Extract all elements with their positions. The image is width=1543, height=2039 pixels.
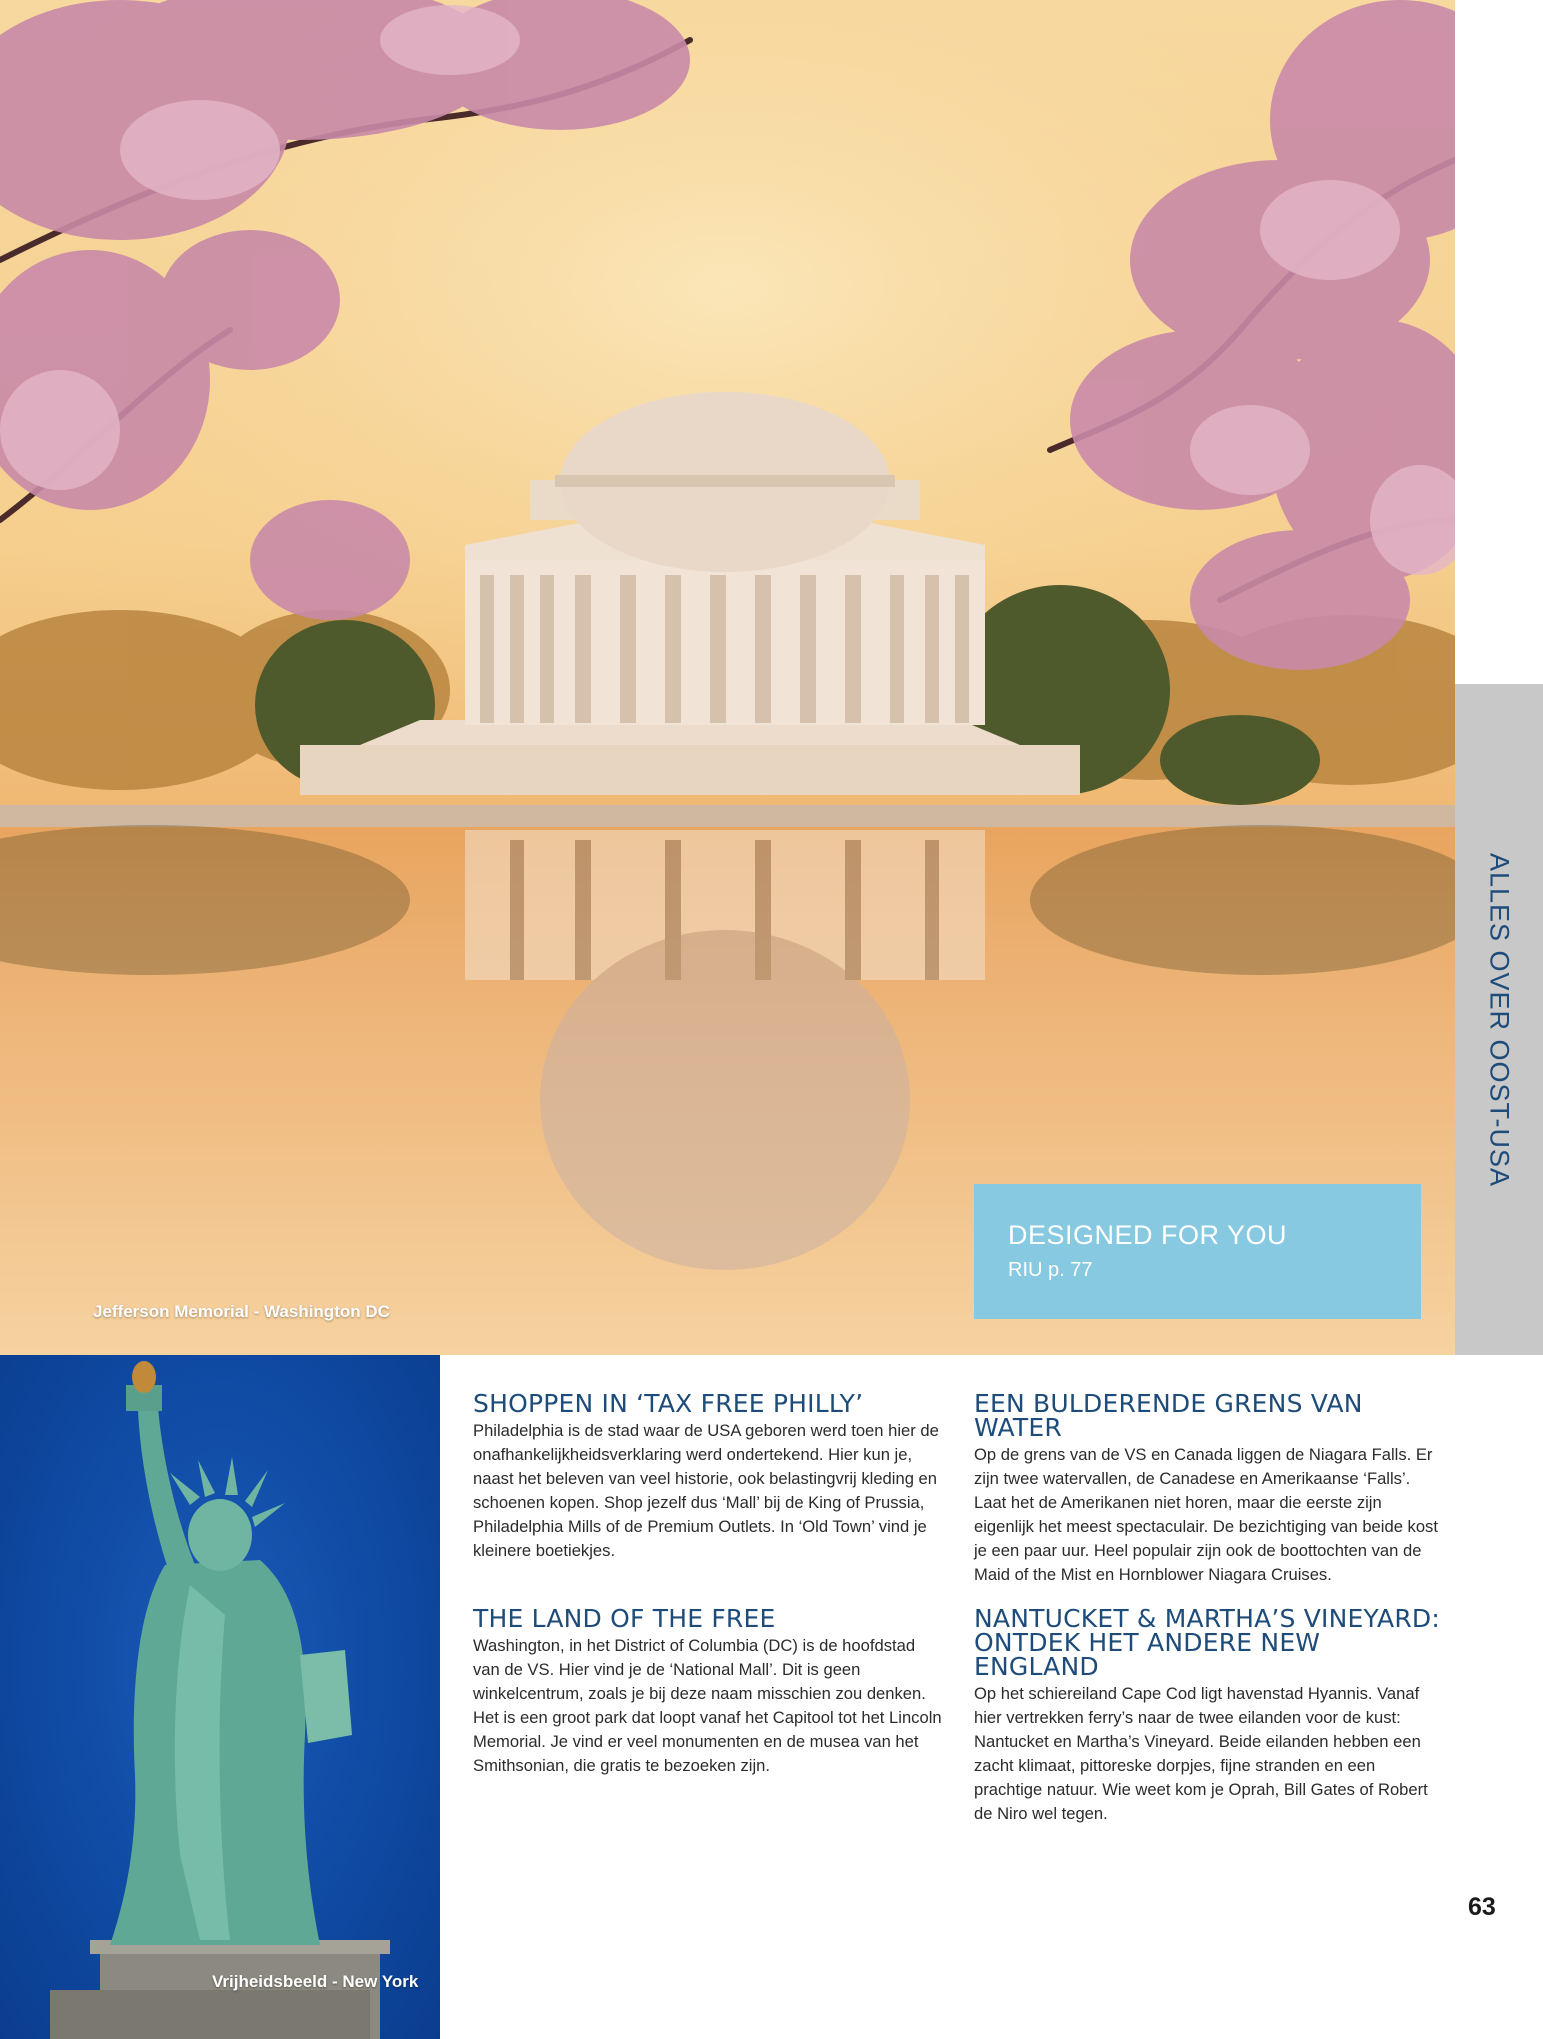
promo-page-reference: RIU p. 77 (1008, 1259, 1093, 1281)
designed-for-you-promo-box[interactable] (974, 1184, 1421, 1319)
article-title: NANTUCKET & MARTHA’S VINEYARD: ONTDEK HET ANDERE NEW ENGLAND (974, 1604, 1440, 1681)
article-land-of-the-free (473, 1604, 943, 1778)
article-title: THE LAND OF THE FREE (473, 1604, 776, 1633)
statue-of-liberty-photo (0, 1355, 440, 2039)
statue-photo-caption: Vrijheidsbeeld - New York (212, 1972, 419, 1991)
page-number: 63 (1468, 1893, 1496, 1921)
hero-photo-caption: Jefferson Memorial - Washington DC (93, 1302, 390, 1321)
statue-of-liberty-illustration (0, 1355, 440, 2039)
section-side-tab-label: ALLES OVER OOST-USA (1484, 852, 1515, 1188)
promo-title: DESIGNED FOR YOU (1008, 1220, 1288, 1250)
article-title: EEN BULDERENDE GRENS VAN WATER (974, 1389, 1363, 1442)
article-body: Philadelphia is de stad waar de USA geboren werd toen hier de onafhankelijkheidsverklaring werd ondertekend. Hier kun je, naast het beleven van veel historie, ook belastingvrij kleding en schoenen kopen. Shop jezelf dus ‘Mall’ bij de King of Prussia, Philadelphia Mills of de Premium Outlets. In ‘Old Town’ vind je kleinere boetiekjes. (473, 1421, 939, 1560)
article-body: Op het schiereiland Cape Cod ligt havenstad Hyannis. Vanaf hier vertrekken ferry’s naar de twee eilanden voor de kust: Nantucket en Martha’s Vineyard. Beide eilanden hebben een zacht klimaat, pittoreske dorpjes, fijne stranden en een prachtige natuur. Wie weet kom je Oprah, Bill Gates of Robert de Niro wel tegen. (974, 1684, 1428, 1823)
article-tax-free-philly (473, 1389, 943, 1563)
article-nantucket-marthas-vineyard (974, 1604, 1444, 1826)
article-body: Washington, in het District of Columbia (DC) is de hoofdstad van de VS. Hier vind je de ‘National Mall’. Dit is geen winkelcentrum, zoals je bij deze naam misschien zou denken. Het is een groot park dat loopt vanaf het Capitool tot het Lincoln Memorial. Je vind er veel monumenten en de musea van het Smithsonian, die gratis te bezoeken zijn. (473, 1636, 942, 1775)
article-body: Op de grens van de VS en Canada liggen de Niagara Falls. Er zijn twee watervallen, de Canadese en Amerikaanse ‘Falls’. Laat het de Amerikanen niet horen, maar die eerste zijn eigenlijk het meest spectaculair. De bezichtiging van beide kost je een paar uur. Heel populair zijn ook de boottochten van de Maid of the Mist en Hornblower Niagara Cruises. (974, 1445, 1438, 1584)
article-niagara-falls (974, 1389, 1444, 1587)
article-title: SHOPPEN IN ‘TAX FREE PHILLY’ (473, 1389, 864, 1418)
